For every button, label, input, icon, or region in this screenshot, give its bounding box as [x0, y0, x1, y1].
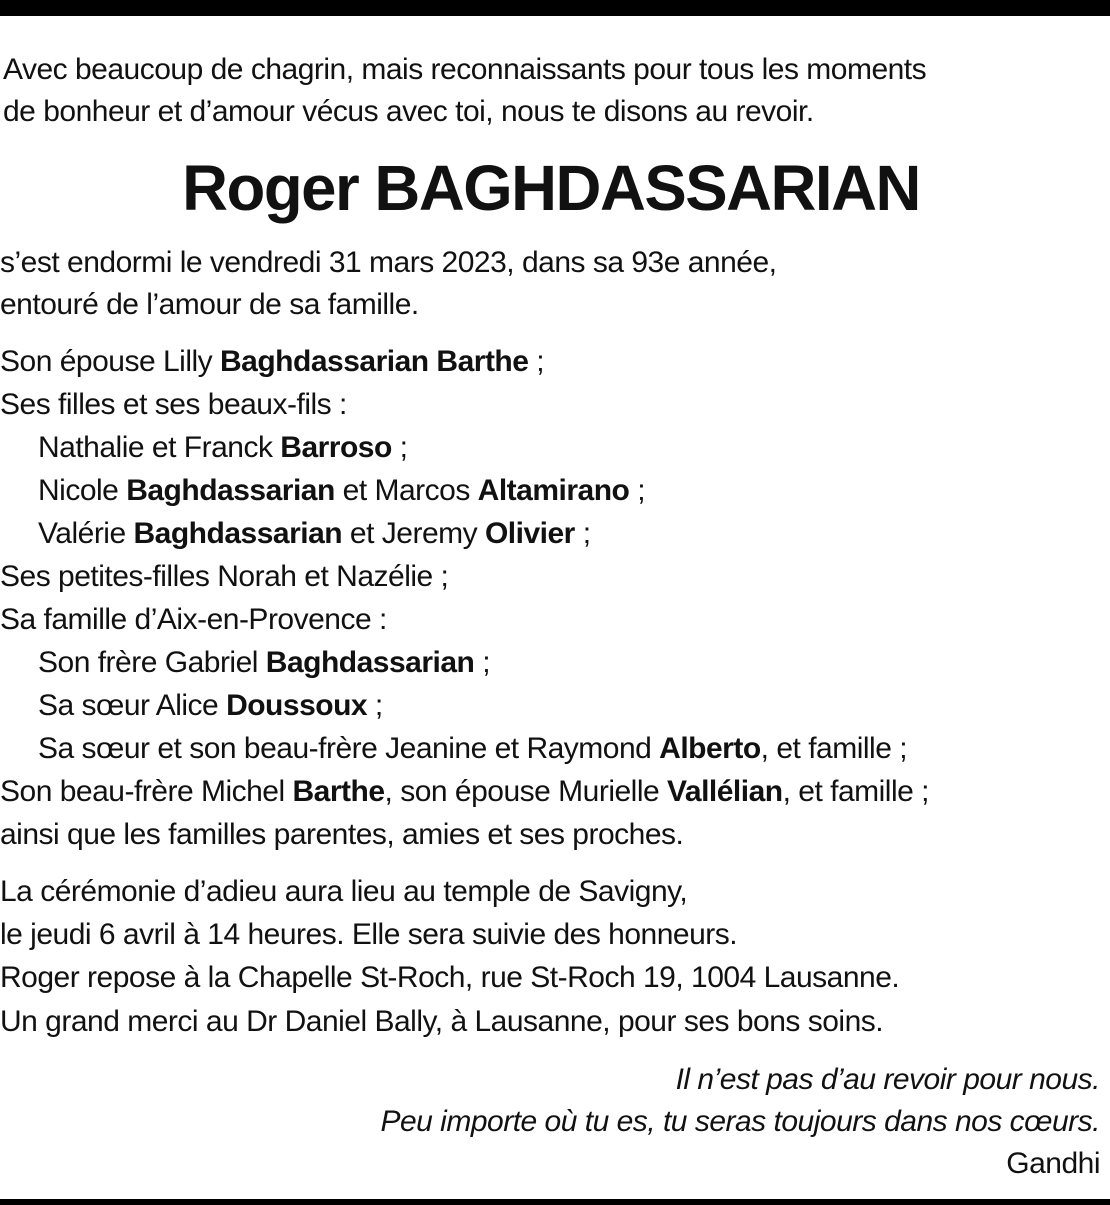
bil-end: , et famille ; — [782, 775, 929, 808]
quote-line-1: Il n’est pas d’au revoir pour nous. — [675, 1063, 1100, 1096]
family-aix-3 — [38, 731, 907, 767]
aix-heading: Sa famille d’Aix-en-Provence : — [0, 603, 387, 636]
bil-surname-2: Vallélian — [667, 775, 783, 808]
spouse-surname: Baghdassarian Barthe — [220, 345, 529, 378]
a1-surname: Baghdassarian — [265, 646, 475, 679]
d3-surname: Baghdassarian — [133, 517, 343, 550]
ceremony-line-2: le jeudi 6 avril à 14 heures. Elle sera suivie des honneurs. — [0, 918, 738, 951]
d2-surname-2: Altamirano — [477, 474, 630, 507]
bottom-rule — [0, 1199, 1110, 1205]
a1-text: Son frère Gabriel — [38, 646, 266, 679]
d3-text: Valérie — [38, 517, 134, 550]
spouse-text: Son épouse Lilly — [0, 345, 220, 378]
a2-end: ; — [367, 689, 383, 722]
d3-mid: et Jeremy — [342, 517, 485, 550]
family-closing: ainsi que les familles parentes, amies et ses proches. — [0, 818, 684, 851]
family-daughter-3 — [38, 516, 591, 552]
family-daughter-1 — [38, 430, 408, 466]
d2-surname: Baghdassarian — [126, 474, 335, 507]
spouse-end: ; — [528, 345, 545, 378]
bil-surname: Barthe — [292, 775, 385, 808]
d2-mid: et Marcos — [334, 474, 478, 507]
family-spouse — [0, 344, 544, 380]
d1-text: Nathalie et Franck — [38, 431, 281, 464]
d3-end: ; — [574, 517, 591, 550]
quote-line-2: Peu importe où tu es, tu seras toujours dans nos cœurs. — [380, 1105, 1100, 1138]
d2-end: ; — [629, 474, 646, 507]
intro-line-1: Avec beaucoup de chagrin, mais reconnaissants pour tous les moments — [3, 53, 927, 86]
death-info-line-1: s’est endormi le vendredi 31 mars 2023, dans sa 93e année, — [0, 246, 777, 279]
a3-text: Sa sœur et son beau-frère Jeanine et Raymond — [38, 732, 660, 765]
daughters-heading: Ses filles et ses beaux-fils : — [0, 388, 347, 421]
intro-line-2: de bonheur et d’amour vécus avec toi, nous te disons au revoir. — [3, 95, 814, 128]
d3-surname-2: Olivier — [484, 517, 575, 550]
a2-text: Sa sœur Alice — [38, 689, 227, 722]
family-aix-1 — [38, 645, 490, 681]
ceremony-line-1: La cérémonie d’adieu aura lieu au temple de Savigny, — [0, 875, 688, 908]
ceremony-line-4: Un grand merci au Dr Daniel Bally, à Lausanne, pour ses bons soins. — [0, 1005, 884, 1038]
a2-surname: Doussoux — [226, 689, 368, 722]
d1-surname: Barroso — [280, 431, 392, 464]
family-daughter-2 — [38, 473, 645, 509]
family-aix-2 — [38, 688, 383, 724]
bil-text: Son beau-frère Michel — [0, 775, 293, 808]
granddaughters: Ses petites-filles Norah et Nazélie ; — [0, 560, 449, 593]
a1-end: ; — [474, 646, 491, 679]
death-info-line-2: entouré de l’amour de sa famille. — [0, 288, 419, 321]
family-brother-in-law — [0, 774, 929, 810]
quote-author: Gandhi — [1006, 1147, 1100, 1180]
d2-text: Nicole — [38, 474, 127, 507]
a3-end: , et famille ; — [760, 732, 908, 765]
a3-surname: Alberto — [659, 732, 761, 765]
d1-end: ; — [391, 431, 408, 464]
ceremony-line-3: Roger repose à la Chapelle St-Roch, rue St-Roch 19, 1004 Lausanne. — [0, 961, 900, 994]
top-rule — [0, 0, 1110, 16]
deceased-name: Roger BAGHDASSARIAN — [182, 152, 920, 224]
bil-mid: , son épouse Murielle — [384, 775, 668, 808]
